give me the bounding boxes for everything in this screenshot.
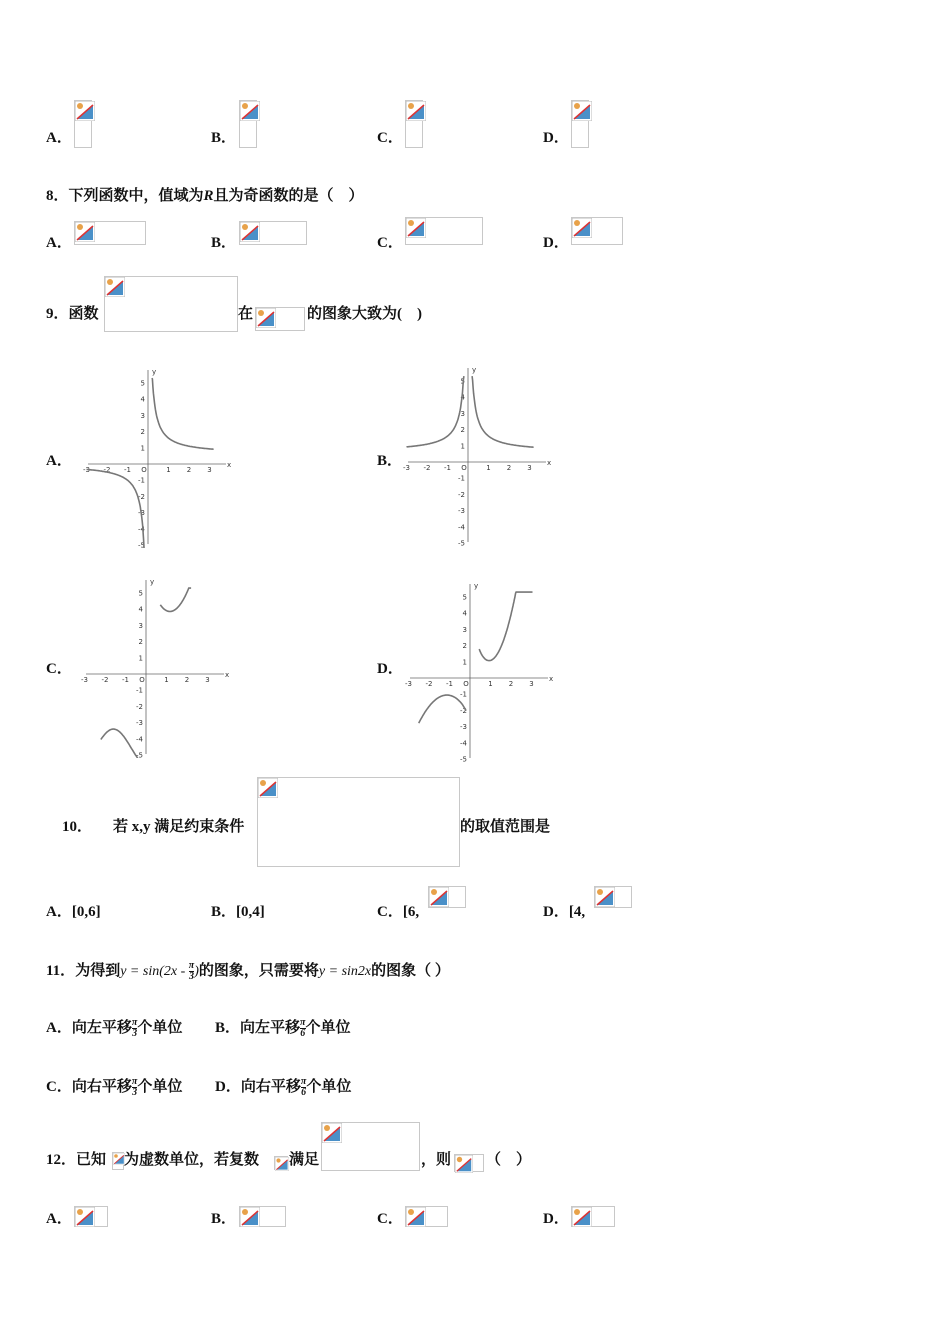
y-tick-label: 3 <box>462 625 467 634</box>
q8-option-d-label: D． <box>543 235 569 251</box>
q9-function-image <box>104 276 238 332</box>
y-axis-label: y <box>474 582 479 590</box>
y-tick-label: -5 <box>460 755 467 762</box>
y-tick-label: 2 <box>462 642 467 651</box>
q9-option-a-label: A． <box>46 453 72 469</box>
y-tick-label: -2 <box>458 490 465 499</box>
image-placeholder-icon <box>105 277 125 297</box>
q10-option-b-label: B． <box>211 904 237 920</box>
x-tick-label: 1 <box>164 676 169 684</box>
y-tick-label: 5 <box>138 589 143 598</box>
q12-condition-image <box>321 1122 420 1171</box>
q12-option-d-label: D． <box>543 1211 569 1227</box>
y-tick-label: -1 <box>458 474 465 483</box>
x-tick-label: 2 <box>184 676 190 684</box>
q9-text2: 在 <box>238 306 254 322</box>
x-tick-label: -1 <box>124 466 131 474</box>
q9-text1: 函数 <box>68 306 99 322</box>
curve-branch-2 <box>479 592 532 661</box>
y-tick-label: 2 <box>138 638 143 647</box>
q10-option-c-label: C． <box>377 904 403 920</box>
x-tick-label: 1 <box>486 464 491 472</box>
q11-option-a-pre: 向左平移 <box>71 1020 132 1036</box>
q12-option-a-image <box>74 1206 108 1227</box>
q10-option-c-value: [6, <box>402 904 420 920</box>
x-tick-label: -1 <box>122 676 129 684</box>
x-tick-label: 2 <box>506 464 512 472</box>
q8-option-a-label: A． <box>46 235 72 251</box>
y-tick-label: -3 <box>458 507 465 516</box>
x-tick-label: 3 <box>527 464 532 472</box>
x-tick-label: 3 <box>207 466 212 474</box>
q11-option-b <box>215 1018 351 1039</box>
x-axis-label: x <box>549 675 554 683</box>
x-axis-label: x <box>225 671 230 679</box>
y-axis-label: y <box>152 368 157 376</box>
q11-option-b-label: B． <box>215 1020 241 1036</box>
q9-option-b-label: B． <box>377 453 403 469</box>
q12-number: 12． <box>46 1152 77 1168</box>
q11-number: 11． <box>46 963 76 979</box>
q10-option-a <box>46 902 101 922</box>
y-tick-label: 3 <box>138 621 143 630</box>
q9-option-d-label: D． <box>377 661 403 677</box>
q8-option-c-label: C． <box>377 235 403 251</box>
x-tick-label: -1 <box>446 680 453 688</box>
q12-option-a-label: A． <box>46 1211 72 1227</box>
image-placeholder-icon <box>406 1207 426 1227</box>
q11-formula1-tail: ) <box>194 964 199 979</box>
q11-option-a-label: A． <box>46 1020 72 1036</box>
q11-option-b-pre: 向左平移 <box>240 1020 301 1036</box>
q9-graph-b <box>402 364 552 546</box>
x-tick-label: -3 <box>403 464 410 472</box>
x-tick-label: -3 <box>81 676 88 684</box>
image-placeholder-icon <box>322 1123 342 1143</box>
y-tick-label: -4 <box>136 735 143 744</box>
q10-option-a-value: [0,6] <box>71 904 101 920</box>
q11-option-c <box>46 1077 182 1098</box>
q11-option-c-num: π <box>131 1076 138 1088</box>
q9-graph-c <box>80 576 230 758</box>
y-tick-label: -5 <box>138 541 145 548</box>
image-placeholder-icon <box>256 308 276 328</box>
y-tick-label: 4 <box>140 395 145 404</box>
y-tick-label: 3 <box>460 409 465 418</box>
y-tick-label: -4 <box>460 739 467 748</box>
q8-option-c-image <box>405 217 483 245</box>
y-tick-label: -2 <box>460 706 467 715</box>
y-tick-label: 2 <box>140 428 145 437</box>
curve-branch-1 <box>87 469 145 548</box>
y-tick-label: 5 <box>460 377 465 386</box>
q10-option-d-image <box>594 886 632 908</box>
q11-option-c-label: C． <box>46 1079 72 1095</box>
q12-text1: 已知 <box>76 1152 107 1168</box>
q9-graph-a <box>82 366 232 548</box>
x-tick-label: -1 <box>444 464 451 472</box>
q11-option-d-pre: 向右平移 <box>240 1079 301 1095</box>
x-tick-label: 2 <box>508 680 514 688</box>
image-placeholder-icon <box>572 1207 592 1227</box>
y-tick-label: -2 <box>136 702 143 711</box>
q11-option-d-den: 6 <box>301 1087 307 1099</box>
q9-interval-image <box>255 307 305 331</box>
y-tick-label: -1 <box>136 686 143 695</box>
q7-option-c-image <box>405 100 423 148</box>
image-placeholder-icon <box>75 222 95 242</box>
y-tick-label: -1 <box>138 476 145 485</box>
image-placeholder-icon <box>455 1155 473 1173</box>
q11-option-d-num: π <box>300 1076 307 1088</box>
q11-option-a-num: π <box>131 1017 138 1029</box>
q10-option-d-value: [4, <box>568 904 586 920</box>
q9-option-c-label: C． <box>46 661 72 677</box>
curve-branch-2 <box>472 376 533 447</box>
q11-text1: 为得到 <box>75 963 121 979</box>
image-placeholder-icon <box>406 218 426 238</box>
q9-graph-d <box>404 580 554 762</box>
q10-number: 10． <box>62 819 93 835</box>
q10-constraints-image <box>257 777 460 867</box>
x-axis-label: x <box>227 461 232 469</box>
image-placeholder-icon <box>240 222 260 242</box>
q12-text4: ，则 <box>421 1152 452 1168</box>
q12-option-c-image <box>405 1206 448 1227</box>
q9-number: 9． <box>46 306 69 322</box>
q12-target-image <box>454 1154 484 1172</box>
q8-text-before: 下列函数中，值域为 <box>68 188 204 204</box>
x-tick-label: -3 <box>83 466 90 474</box>
q12-option-d-image <box>571 1206 615 1227</box>
q11-option-c-post: 个单位 <box>137 1079 183 1095</box>
q9-text3: 的图象大致为( ) <box>307 306 422 322</box>
x-tick-label: 2 <box>186 466 192 474</box>
q11-option-d-post: 个单位 <box>306 1079 352 1095</box>
q10-option-a-label: A． <box>46 904 72 920</box>
image-placeholder-icon <box>275 1157 289 1171</box>
image-placeholder-icon <box>572 101 592 121</box>
x-tick-label: 3 <box>529 680 534 688</box>
image-placeholder-icon <box>75 1207 95 1227</box>
y-tick-label: 3 <box>140 411 145 420</box>
origin-label: O <box>141 466 147 474</box>
y-tick-label: -4 <box>458 523 465 532</box>
y-tick-label: -2 <box>138 492 145 501</box>
q9-prefix <box>46 304 99 324</box>
y-tick-label: -4 <box>138 525 145 534</box>
y-tick-label: -3 <box>136 719 143 728</box>
q10-option-b <box>211 902 265 922</box>
q11-formula1-head: y = sin(2x - <box>120 964 189 979</box>
q10-option-d <box>543 902 585 922</box>
y-tick-label: 4 <box>138 605 143 614</box>
y-tick-label: 4 <box>460 393 465 402</box>
q11-option-d <box>215 1077 351 1098</box>
image-placeholder-icon <box>429 887 449 907</box>
x-tick-label: -2 <box>423 464 431 472</box>
y-tick-label: 1 <box>138 654 143 663</box>
image-placeholder-icon <box>240 1207 260 1227</box>
y-tick-label: 1 <box>462 658 467 667</box>
q7-option-a-label: A． <box>46 130 72 146</box>
q8-var-r: R <box>203 188 214 204</box>
q7-option-c-label: C． <box>377 130 403 146</box>
y-tick-label: 1 <box>140 444 145 453</box>
image-placeholder-icon <box>595 887 615 907</box>
q12-prefix <box>46 1150 106 1170</box>
q10-option-c-image <box>428 886 466 908</box>
q11-option-c-den: 3 <box>132 1087 138 1099</box>
q7-option-b-label: B． <box>211 130 237 146</box>
q8-text-after: 且为奇函数的是（ ） <box>213 188 364 204</box>
q11-formula2: y = sin2x <box>318 964 372 979</box>
q12-option-b-image <box>239 1206 286 1227</box>
x-tick-label: 1 <box>488 680 493 688</box>
q12-i-image <box>112 1152 124 1170</box>
x-tick-label: -3 <box>405 680 412 688</box>
x-axis-label: x <box>547 459 552 467</box>
q11-formula1-num: π <box>188 960 195 972</box>
x-tick-label: 1 <box>166 466 171 474</box>
y-tick-label: -5 <box>458 539 465 546</box>
q7-option-b-image <box>239 100 257 148</box>
image-placeholder-icon <box>240 101 260 121</box>
q8-option-a-image <box>74 221 146 245</box>
image-placeholder-icon <box>258 778 278 798</box>
curve-branch-2 <box>160 588 191 611</box>
y-tick-label: -1 <box>460 690 467 699</box>
y-tick-label: 5 <box>462 593 467 602</box>
origin-label: O <box>461 464 467 472</box>
y-tick-label: 4 <box>462 609 467 618</box>
q10-text1: 若 x,y 满足约束条件 <box>113 819 245 835</box>
q12-z-image <box>274 1156 288 1170</box>
q11-text3: 的图象（ ） <box>371 963 450 979</box>
q11-option-a-den: 3 <box>132 1028 138 1040</box>
y-tick-label: 2 <box>460 426 465 435</box>
y-tick-label: 1 <box>460 442 465 451</box>
q10-option-b-value: [0,4] <box>236 904 265 920</box>
q7-option-d-image <box>571 100 589 148</box>
x-tick-label: -2 <box>101 676 109 684</box>
q11-option-a-post: 个单位 <box>137 1020 183 1036</box>
q7-option-a-image <box>74 100 92 148</box>
x-tick-label: -2 <box>425 680 433 688</box>
q11-text2: 的图象，只需要将 <box>198 963 319 979</box>
question-11 <box>46 961 450 982</box>
curve-branch-2 <box>152 378 214 449</box>
question-8 <box>46 186 364 206</box>
y-tick-label: -5 <box>136 751 143 758</box>
curve-branch-1 <box>101 729 138 758</box>
q10-option-c <box>377 902 419 922</box>
q11-option-d-label: D． <box>215 1079 241 1095</box>
q11-option-b-num: π <box>300 1017 306 1029</box>
y-tick-label: -3 <box>460 723 467 732</box>
q11-formula1-den: 3 <box>188 971 194 983</box>
y-tick-label: 5 <box>140 379 145 388</box>
q8-option-b-image <box>239 221 307 245</box>
q10-option-d-label: D． <box>543 904 569 920</box>
curve-branch-1 <box>419 695 466 723</box>
image-placeholder-icon <box>572 218 592 238</box>
x-tick-label: -2 <box>103 466 111 474</box>
image-placeholder-icon <box>406 101 426 121</box>
x-tick-label: 3 <box>205 676 210 684</box>
origin-label: O <box>139 676 145 684</box>
q11-option-c-pre: 向右平移 <box>71 1079 132 1095</box>
q8-number: 8． <box>46 188 69 204</box>
q10-text2: 的取值范围是 <box>460 819 551 835</box>
curve-branch-1 <box>407 376 464 447</box>
image-placeholder-icon <box>75 101 95 121</box>
q12-text3: 满足 <box>289 1152 320 1168</box>
q12-option-c-label: C． <box>377 1211 403 1227</box>
q8-option-d-image <box>571 217 623 245</box>
q12-text5: （ ） <box>486 1152 532 1168</box>
q8-option-b-label: B． <box>211 235 237 251</box>
q11-option-a <box>46 1018 182 1039</box>
y-axis-label: y <box>150 578 155 586</box>
y-axis-label: y <box>472 366 477 374</box>
y-tick-label: -3 <box>138 509 145 518</box>
q11-option-b-den: 6 <box>300 1028 306 1040</box>
q11-option-b-post: 个单位 <box>305 1020 351 1036</box>
q12-option-b-label: B． <box>211 1211 237 1227</box>
q12-text2: 为虚数单位，若复数 <box>124 1152 260 1168</box>
origin-label: O <box>463 680 469 688</box>
q7-option-d-label: D． <box>543 130 569 146</box>
